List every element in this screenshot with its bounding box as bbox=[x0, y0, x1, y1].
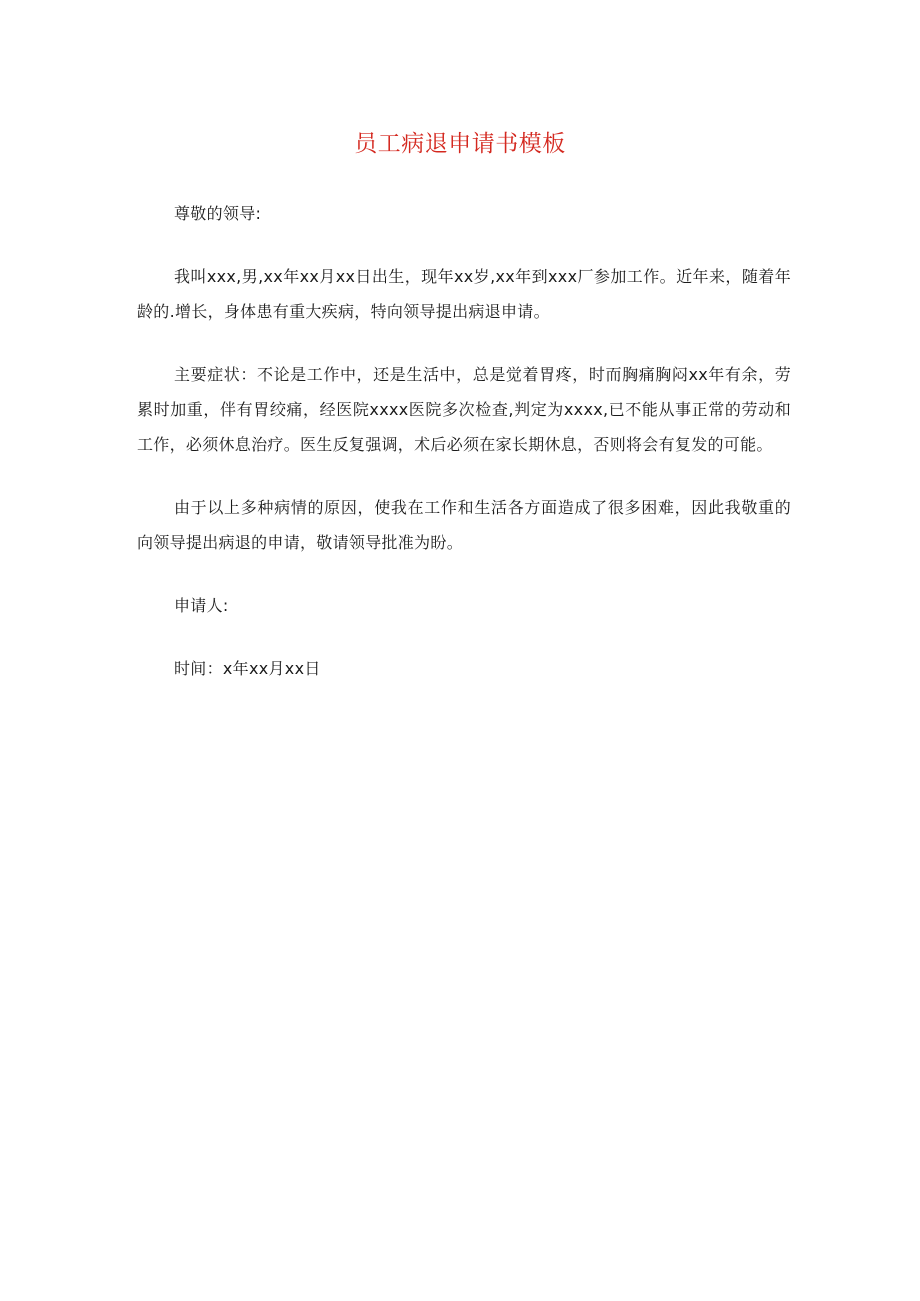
paragraph-intro: 我叫xxx,男,xx年xx月xx日出生，现年xx岁,xx年到xxx厂参加工作。近年来，随着年龄的.增长，身体患有重大疾病，特向领导提出病退申请。 bbox=[137, 267, 791, 321]
paragraph-request: 由于以上多种病情的原因，使我在工作和生活各方面造成了很多困难，因此我敬重的向领导提出病退的申请，敬请领导批准为盼。 bbox=[137, 498, 791, 552]
salutation: 尊敬的领导: bbox=[174, 204, 262, 223]
applicant-label: 申请人: bbox=[174, 596, 229, 615]
document-title: 员工病退申请书模板 bbox=[354, 131, 566, 157]
paragraph-symptoms: 主要症状：不论是工作中，还是生活中，总是觉着胃疼，时而胸痛胸闷xx年有余，劳累时加重，伴有胃绞痛，经医院xxxx医院多次检查,判定为xxxx,已不能从事正常的劳动和工作，必须休息治疗。医生反复强调，术后必须在家长期休息，否则将会有复发的可能。 bbox=[137, 365, 791, 454]
date-line: 时间：x年xx月xx日 bbox=[174, 659, 321, 678]
document-body bbox=[137, 196, 791, 686]
